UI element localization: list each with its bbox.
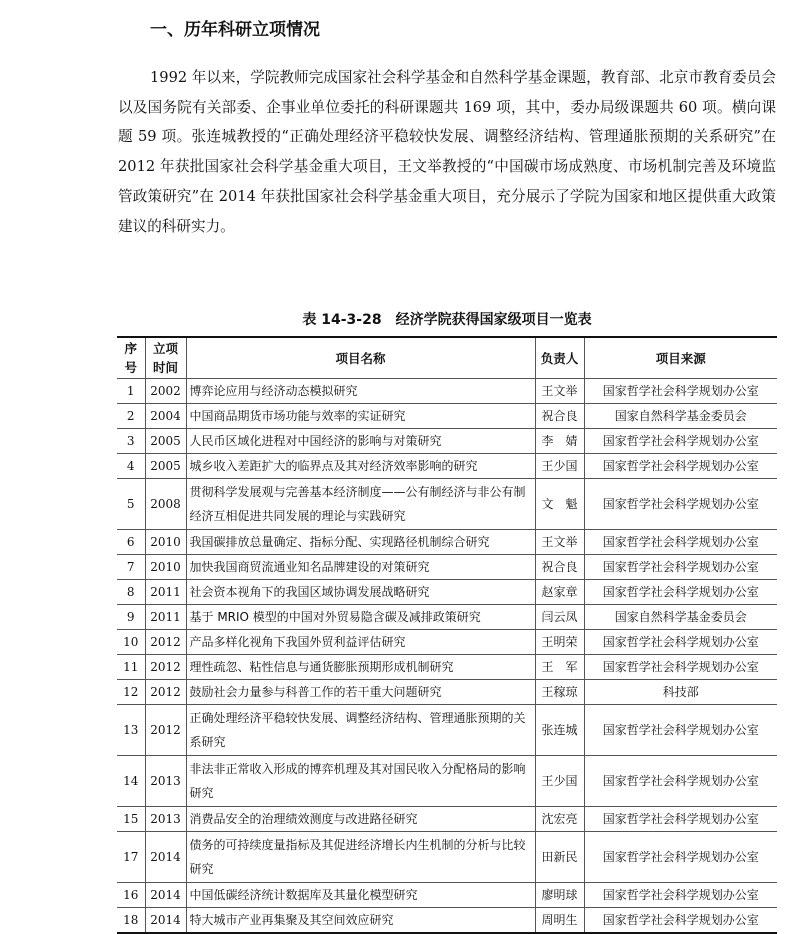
cell-name: 城乡收入差距扩大的临界点及其对经济效率影响的研究 xyxy=(186,454,535,479)
cell-name: 鼓励社会力量参与科普工作的若干重大问题研究 xyxy=(186,680,535,705)
table-row xyxy=(117,832,777,883)
cell-no: 18 xyxy=(117,908,145,934)
cell-source: 国家哲学社会科学规划办公室 xyxy=(584,580,777,605)
cell-source: 国家哲学社会科学规划办公室 xyxy=(584,429,777,454)
cell-no: 5 xyxy=(117,479,145,530)
cell-leader: 田新民 xyxy=(535,832,584,883)
cell-leader: 李 婧 xyxy=(535,429,584,454)
cell-name: 贯彻科学发展观与完善基本经济制度——公有制经济与非公有制经济互相促进共同发展的理论与实践研究 xyxy=(186,479,535,530)
header-leader: 负责人 xyxy=(535,337,584,379)
cell-no: 10 xyxy=(117,630,145,655)
cell-source: 国家哲学社会科学规划办公室 xyxy=(584,454,777,479)
cell-source: 国家哲学社会科学规划办公室 xyxy=(584,908,777,934)
cell-no: 3 xyxy=(117,429,145,454)
cell-year: 2008 xyxy=(145,479,186,530)
cell-leader: 王少国 xyxy=(535,756,584,807)
table-row xyxy=(117,756,777,807)
table-row xyxy=(117,454,777,479)
cell-no: 15 xyxy=(117,807,145,832)
table-row xyxy=(117,883,777,908)
cell-source: 国家哲学社会科学规划办公室 xyxy=(584,655,777,680)
cell-no: 9 xyxy=(117,605,145,630)
cell-name: 非法非正常收入形成的博弈机理及其对国民收入分配格局的影响研究 xyxy=(186,756,535,807)
cell-name: 债务的可持续度量指标及其促进经济增长内生机制的分析与比较研究 xyxy=(186,832,535,883)
cell-name: 特大城市产业再集聚及其空间效应研究 xyxy=(186,908,535,934)
cell-source: 科技部 xyxy=(584,680,777,705)
cell-source: 国家自然科学基金委员会 xyxy=(584,404,777,429)
cell-leader: 王 军 xyxy=(535,655,584,680)
cell-leader: 王稼琼 xyxy=(535,680,584,705)
cell-no: 2 xyxy=(117,404,145,429)
table-row xyxy=(117,479,777,530)
cell-leader: 闫云凤 xyxy=(535,605,584,630)
header-no: 序号 xyxy=(117,337,145,379)
cell-leader: 王明荣 xyxy=(535,630,584,655)
cell-year: 2013 xyxy=(145,756,186,807)
cell-name: 社会资本视角下的我国区域协调发展战略研究 xyxy=(186,580,535,605)
cell-leader: 祝合良 xyxy=(535,555,584,580)
cell-no: 12 xyxy=(117,680,145,705)
table-header-row xyxy=(117,337,777,379)
cell-year: 2014 xyxy=(145,908,186,934)
section-heading: 一、历年科研立项情况 xyxy=(150,20,320,40)
cell-leader: 王少国 xyxy=(535,454,584,479)
cell-leader: 廖明球 xyxy=(535,883,584,908)
projects-table xyxy=(117,336,777,934)
cell-no: 7 xyxy=(117,555,145,580)
table-row xyxy=(117,580,777,605)
cell-leader: 王文举 xyxy=(535,379,584,404)
cell-leader: 祝合良 xyxy=(535,404,584,429)
cell-year: 2011 xyxy=(145,605,186,630)
cell-no: 4 xyxy=(117,454,145,479)
cell-source: 国家哲学社会科学规划办公室 xyxy=(584,883,777,908)
table-row xyxy=(117,630,777,655)
header-year: 立项时间 xyxy=(145,337,186,379)
cell-source: 国家哲学社会科学规划办公室 xyxy=(584,555,777,580)
cell-year: 2004 xyxy=(145,404,186,429)
cell-year: 2013 xyxy=(145,807,186,832)
table-caption: 表 14-3-28 经济学院获得国家级项目一览表 xyxy=(302,312,592,328)
cell-no: 14 xyxy=(117,756,145,807)
cell-year: 2014 xyxy=(145,832,186,883)
cell-name: 博弈论应用与经济动态模拟研究 xyxy=(186,379,535,404)
table-row xyxy=(117,555,777,580)
cell-name: 加快我国商贸流通业知名品牌建设的对策研究 xyxy=(186,555,535,580)
cell-year: 2012 xyxy=(145,705,186,756)
cell-year: 2005 xyxy=(145,429,186,454)
table-row xyxy=(117,379,777,404)
cell-no: 8 xyxy=(117,580,145,605)
cell-source: 国家哲学社会科学规划办公室 xyxy=(584,530,777,555)
table-row xyxy=(117,655,777,680)
header-source: 项目来源 xyxy=(584,337,777,379)
cell-year: 2002 xyxy=(145,379,186,404)
cell-leader: 王文举 xyxy=(535,530,584,555)
cell-source: 国家哲学社会科学规划办公室 xyxy=(584,379,777,404)
cell-source: 国家哲学社会科学规划办公室 xyxy=(584,756,777,807)
cell-year: 2012 xyxy=(145,655,186,680)
cell-no: 1 xyxy=(117,379,145,404)
intro-paragraph: 1992 年以来，学院教师完成国家社会科学基金和自然科学基金课题，教育部、北京市教育委员会以及国务院有关部委、企事业单位委托的科研课题共 169 项，其中，委办局级课题共 60 项。横向课题 59 项。张连城教授的“正确处理经济平稳较快发展、调整经济结构、管理通胀预期的关系研究”在 2012 年获批国家社会科学基金重大项目，王文举教授的“中国碳市场成熟度、市场机制完善及环境监管政策研究”在 2014 年获批国家社会科学基金重大项目，充分展示了学院为国家和地区提供重大政策建议的科研实力。 xyxy=(118,69,776,235)
cell-name: 中国商品期货市场功能与效率的实证研究 xyxy=(186,404,535,429)
cell-no: 6 xyxy=(117,530,145,555)
cell-leader: 张连城 xyxy=(535,705,584,756)
cell-source: 国家自然科学基金委员会 xyxy=(584,605,777,630)
cell-leader: 文 魁 xyxy=(535,479,584,530)
cell-name: 中国低碳经济统计数据库及其量化模型研究 xyxy=(186,883,535,908)
cell-leader: 沈宏亮 xyxy=(535,807,584,832)
table-row xyxy=(117,908,777,934)
cell-name: 人民币区域化进程对中国经济的影响与对策研究 xyxy=(186,429,535,454)
cell-no: 17 xyxy=(117,832,145,883)
cell-no: 13 xyxy=(117,705,145,756)
cell-year: 2005 xyxy=(145,454,186,479)
cell-no: 11 xyxy=(117,655,145,680)
cell-name: 基于 MRIO 模型的中国对外贸易隐含碳及减排政策研究 xyxy=(186,605,535,630)
cell-year: 2010 xyxy=(145,555,186,580)
cell-source: 国家哲学社会科学规划办公室 xyxy=(584,479,777,530)
cell-leader: 周明生 xyxy=(535,908,584,934)
cell-source: 国家哲学社会科学规划办公室 xyxy=(584,832,777,883)
cell-name: 我国碳排放总量确定、指标分配、实现路径机制综合研究 xyxy=(186,530,535,555)
cell-year: 2011 xyxy=(145,580,186,605)
table-row xyxy=(117,705,777,756)
cell-name: 产品多样化视角下我国外贸利益评估研究 xyxy=(186,630,535,655)
table-row xyxy=(117,680,777,705)
table-row xyxy=(117,807,777,832)
cell-name: 消费品安全的治理绩效测度与改进路径研究 xyxy=(186,807,535,832)
header-name: 项目名称 xyxy=(186,337,535,379)
cell-year: 2012 xyxy=(145,630,186,655)
table-row xyxy=(117,605,777,630)
cell-no: 16 xyxy=(117,883,145,908)
cell-source: 国家哲学社会科学规划办公室 xyxy=(584,705,777,756)
cell-source: 国家哲学社会科学规划办公室 xyxy=(584,807,777,832)
table-row xyxy=(117,429,777,454)
cell-year: 2012 xyxy=(145,680,186,705)
cell-source: 国家哲学社会科学规划办公室 xyxy=(584,630,777,655)
cell-leader: 赵家章 xyxy=(535,580,584,605)
table-row xyxy=(117,404,777,429)
table-row xyxy=(117,530,777,555)
cell-year: 2014 xyxy=(145,883,186,908)
cell-name: 正确处理经济平稳较快发展、调整经济结构、管理通胀预期的关系研究 xyxy=(186,705,535,756)
cell-name: 理性疏忽、粘性信息与通货膨胀预期形成机制研究 xyxy=(186,655,535,680)
cell-year: 2010 xyxy=(145,530,186,555)
